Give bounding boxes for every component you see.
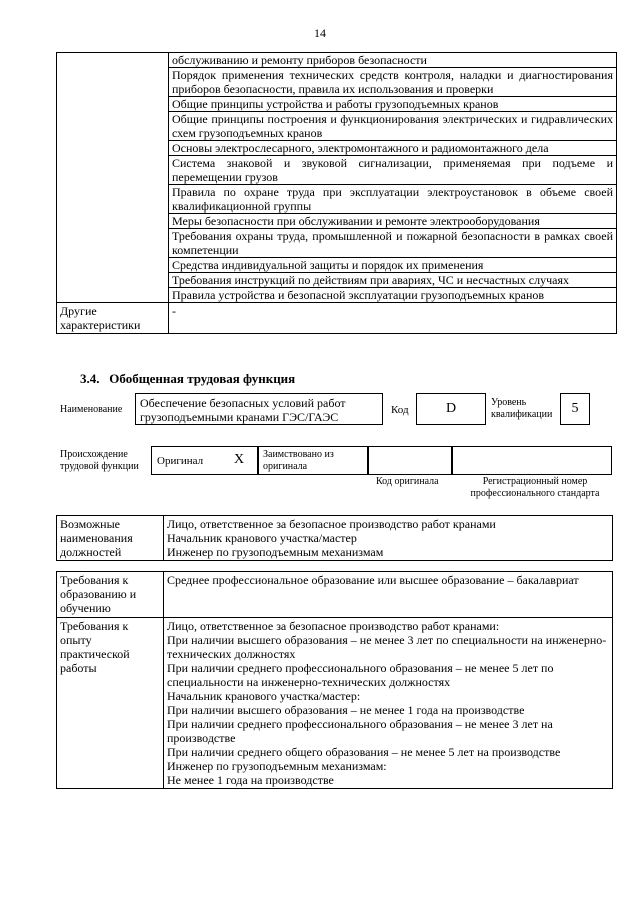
original-box bbox=[151, 446, 258, 475]
experience-line: Лицо, ответственное за безопасное производство работ кранами: bbox=[167, 619, 500, 633]
code-original-box bbox=[368, 446, 452, 475]
experience-line: При наличии высшего образования – не менее 1 года на производстве bbox=[167, 703, 525, 717]
knowledge-item: Система знаковой и звуковой сигнализации, применяемая при подъеме и перемещении грузов bbox=[169, 156, 617, 185]
knowledge-item: Меры безопасности при обслуживании и ремонте электрооборудования bbox=[169, 214, 617, 229]
positions-label: Возможные наименования должностей bbox=[57, 516, 164, 561]
knowledge-item: Основы электрослесарного, электромонтажного и радиомонтажного дела bbox=[169, 141, 617, 156]
knowledge-item: Общие принципы устройства и работы грузоподъемных кранов bbox=[169, 97, 617, 112]
level-label: Уровень квалификации bbox=[491, 397, 553, 420]
knowledge-item: Требования инструкций по действиям при авариях, ЧС и несчастных случаях bbox=[169, 273, 617, 288]
knowledge-item: Порядок применения технических средств контроля, наладки и диагностирования приборов безопасности, правила их использования и проверки bbox=[169, 68, 617, 97]
code-original-label: Код оригинала bbox=[376, 476, 439, 487]
knowledge-item: обслуживанию и ремонту приборов безопасности bbox=[169, 53, 617, 68]
borrowed-box bbox=[258, 446, 368, 475]
experience-label: Требования к опыту практической работы bbox=[57, 618, 164, 789]
knowledge-item: Требования охраны труда, промышленной и пожарной безопасности в рамках своей компетенции bbox=[169, 229, 617, 258]
section-heading: 3.4. Обобщенная трудовая функция bbox=[80, 371, 296, 386]
positions-list bbox=[164, 516, 613, 561]
borrowed-label: Заимствовано из оригинала bbox=[263, 449, 334, 472]
education-label: Требования к образованию и обучению bbox=[57, 572, 164, 618]
experience-list bbox=[164, 618, 613, 789]
experience-line: Не менее 1 года на производстве bbox=[167, 773, 334, 787]
knowledge-item: Общие принципы построения и функционирования электрических и гидравлических схем грузоподъемных кранов bbox=[169, 112, 617, 141]
experience-line: При наличии среднего профессионального образования – не менее 3 лет на производстве bbox=[167, 717, 553, 745]
education-value: Среднее профессиональное образование или высшее образование – бакалавриат bbox=[164, 572, 613, 618]
experience-line: Начальник кранового участка/мастер: bbox=[167, 689, 361, 703]
origin-label: Происхождение трудовой функции bbox=[60, 449, 139, 472]
positions-table bbox=[56, 515, 613, 561]
position-item: Инженер по грузоподъемным механизмам bbox=[167, 545, 384, 559]
experience-line: При наличии высшего образования – не менее 3 лет по специальности на инженерно-технических должностях bbox=[167, 633, 607, 661]
reg-number-box bbox=[452, 446, 612, 475]
experience-line: При наличии среднего общего образования – не менее 5 лет на производстве bbox=[167, 745, 561, 759]
original-mark: X bbox=[234, 452, 245, 467]
level-box: 5 bbox=[560, 393, 590, 425]
reg-number-label: Регистрационный номер профессионального стандарта bbox=[470, 476, 600, 499]
knowledge-item: Средства индивидуальной защиты и порядок их применения bbox=[169, 258, 617, 273]
page-number: 14 bbox=[314, 26, 326, 40]
experience-line: При наличии среднего профессионального образования – не менее 5 лет по специальности на инженерно-технических должностях bbox=[167, 661, 554, 689]
code-box: D bbox=[416, 393, 486, 425]
name-label: Наименование bbox=[60, 404, 123, 415]
knowledge-item: Правила устройства и безопасной эксплуатации грузоподъемных кранов bbox=[169, 288, 617, 303]
function-name-box: Обеспечение безопасных условий работ грузоподъемными кранами ГЭС/ГАЭС bbox=[135, 393, 383, 425]
position-item: Начальник кранового участка/мастер bbox=[167, 531, 357, 545]
other-characteristics-value: - bbox=[169, 303, 617, 334]
knowledge-label-cell bbox=[57, 53, 169, 303]
other-characteristics-label: Другие характеристики bbox=[57, 303, 169, 334]
original-label: Оригинал bbox=[157, 455, 204, 467]
knowledge-item: Правила по охране труда при эксплуатации электроустановок в объеме своей квалификационной группы bbox=[169, 185, 617, 214]
requirements-table bbox=[56, 571, 613, 789]
experience-line: Инженер по грузоподъемным механизмам: bbox=[167, 759, 387, 773]
knowledge-table bbox=[56, 52, 617, 334]
position-item: Лицо, ответственное за безопасное производство работ кранами bbox=[167, 517, 496, 531]
code-label: Код bbox=[391, 404, 409, 416]
